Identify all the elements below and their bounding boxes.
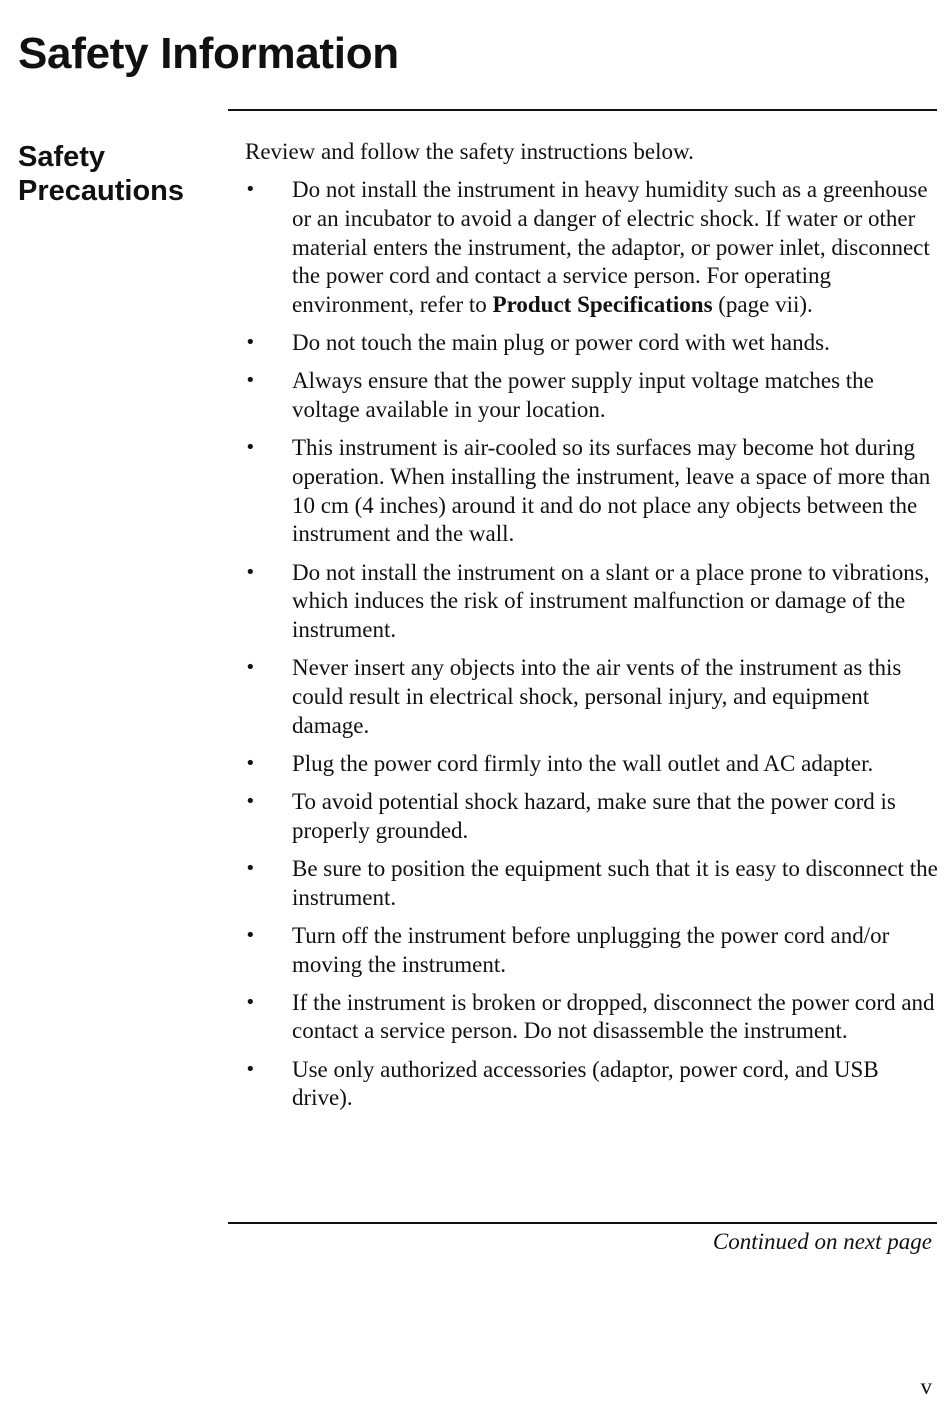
section-body [245,138,940,1123]
list-item-tail: (page vii). [712,292,813,318]
page-title: Safety Information [18,29,399,78]
list-item [245,750,940,779]
bottom-divider [228,1222,937,1224]
bullet-icon: • [245,370,256,392]
section-heading [18,140,218,208]
list-item-text: Do not touch the main plug or power cord with wet hands. [292,330,830,356]
list-item-text: Turn off the instrument before unplugging the power cord and/or moving the instrument. [292,922,890,977]
page-number: v [920,1374,932,1399]
list-item-text: To avoid potential shock hazard, make sure that the power cord is properly grounded. [292,789,896,843]
list-item [245,1056,940,1113]
list-item-strong: Product Specifications [492,292,713,318]
list-item-text: Be sure to position the equipment such that it is easy to disconnect the instrument. [292,855,938,910]
list-item [245,989,940,1046]
list-item [245,434,940,549]
list-item [245,855,940,912]
continued-note: Continued on next page [712,1229,932,1254]
bullet-icon: • [245,752,256,774]
list-item [245,654,940,740]
list-item [245,176,940,320]
list-item-text: Do not install the instrument on a slant or a place prone to vibrations, which induces the risk of instrument malfunction or damage of the instrument. [292,559,930,643]
section-heading-line-1: Safety [18,141,106,173]
list-item-text: Plug the power cord firmly into the wall outlet and AC adapter. [292,750,874,776]
bullet-icon: • [245,991,256,1013]
list-item-text: Never insert any objects into the air vents of the instrument as this could result in electrical shock, personal injury, and equipment damage. [292,655,902,738]
bullet-icon: • [245,657,256,679]
list-item-text: This instrument is air-cooled so its surfaces may become hot during operation. When installing the instrument, leave a space of more than 10 cm (4 inches) around it and do not place any objects between the instrument and the wall. [292,435,931,547]
bullet-icon: • [245,791,256,813]
bullet-icon: • [245,179,256,201]
list-item-text: If the instrument is broken or dropped, disconnect the power cord and contact a service person. Do not disassemble the instrument. [292,989,935,1044]
bullet-icon: • [245,924,256,946]
list-item [245,788,940,845]
list-item [245,559,940,645]
top-divider [228,109,937,111]
bullet-icon: • [245,332,256,354]
list-item-text: Use only authorized accessories (adaptor, power cord, and USB drive). [292,1056,879,1111]
list-item [245,367,940,424]
list-item [245,922,940,979]
safety-list [245,176,940,1113]
section-heading-line-2: Precautions [18,175,184,207]
bullet-icon: • [245,857,256,879]
bullet-icon: • [245,1058,256,1080]
list-item [245,329,940,358]
intro-text: Review and follow the safety instructions below. [245,139,694,164]
bullet-icon: • [245,437,256,459]
list-item-text: Always ensure that the power supply input voltage matches the voltage available in your location. [292,368,874,423]
bullet-icon: • [245,561,256,583]
list-item-text: Do not install the instrument in heavy humidity such as a greenhouse or an incubator to avoid a danger of electric shock. If water or other material enters the instrument, the adaptor, or power inlet, disconnect the power cord and contact a service person. For operating environment, refer to [292,177,930,318]
